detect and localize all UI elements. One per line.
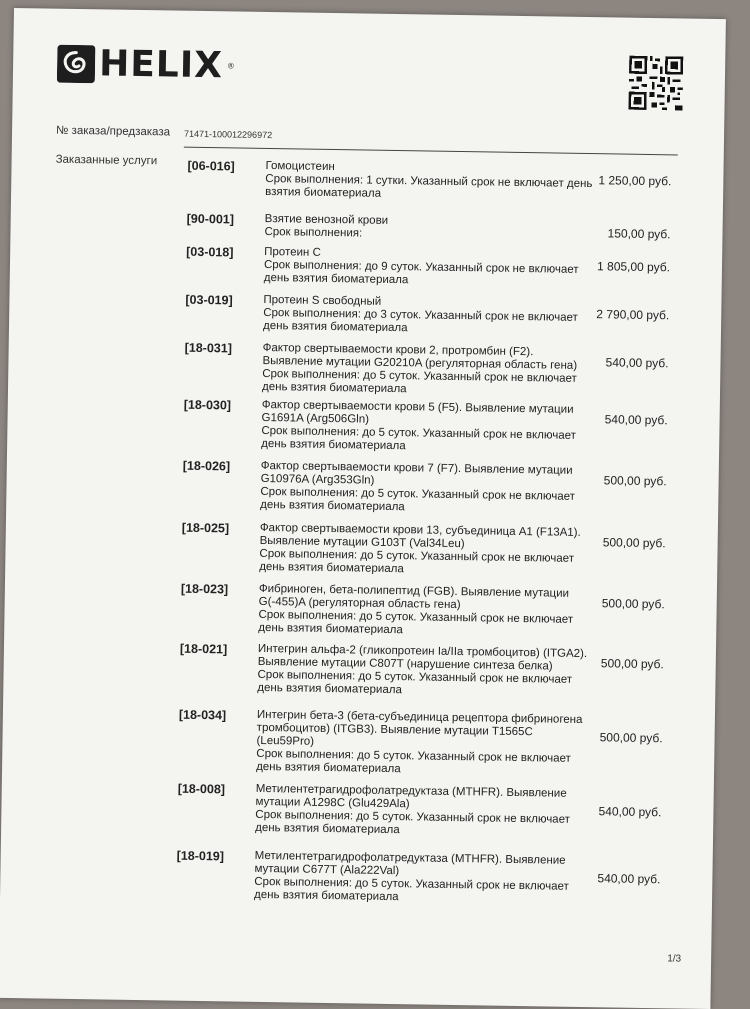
order-number-label: № заказа/предзаказа	[55, 124, 171, 139]
service-code: [18-030]	[183, 397, 232, 413]
service-description	[262, 342, 603, 399]
service-description-line: G1691A (Arg506Gln)	[261, 411, 370, 426]
service-item	[6, 518, 718, 576]
service-price: 540,00 руб.	[597, 871, 661, 887]
service-description-line: день взятия биоматериала	[256, 760, 401, 776]
service-price: 500,00 руб.	[601, 596, 665, 612]
service-description-line: (Leu59Pro)	[256, 734, 315, 748]
service-item	[10, 290, 722, 335]
service-description-line: Интегрин альфа-2 (гликопротеин Ia/IIa тромбоцитов) (ITGA2).	[257, 642, 588, 661]
service-description-line: Взятие венозной крови	[264, 212, 389, 227]
service-description-line: день взятия биоматериала	[257, 681, 402, 697]
service-description-line: день взятия биоматериала	[258, 621, 403, 637]
service-description-line: Срок выполнения: до 5 суток. Указанный срок не включает	[258, 608, 574, 626]
service-description	[255, 783, 596, 840]
helix-logo	[57, 43, 234, 87]
service-code: [18-023]	[180, 581, 229, 597]
helix-logo-icon	[57, 44, 96, 83]
service-description-line: день взятия биоматериала	[261, 437, 406, 453]
service-description-line: Фактор свертываемости крови 7 (F7). Выявление мутации	[260, 459, 573, 477]
service-description	[256, 709, 597, 779]
service-item	[5, 579, 717, 637]
page-number: 1/3	[667, 953, 682, 965]
service-item	[2, 779, 714, 837]
service-code: [18-031]	[184, 340, 233, 356]
service-description-line: Метилентетрагидрофолатредуктаза (MTHFR). Выявление	[254, 849, 566, 867]
service-description	[264, 246, 605, 290]
service-description	[260, 460, 601, 517]
service-code: [18-008]	[177, 781, 226, 797]
service-description-line: мутации C677T (Ala222Val)	[254, 862, 400, 878]
service-description-line: Выявление мутации C807T (нарушение синтеза белка)	[257, 655, 553, 673]
service-description-line: мутации A1298C (Glu429Ala)	[255, 795, 410, 811]
service-description-line: день взятия биоматериала	[259, 560, 404, 576]
service-description-line: Срок выполнения: до 5 суток. Указанный срок не включает	[256, 747, 571, 765]
service-price: 540,00 руб.	[604, 412, 668, 428]
service-description-line: Срок выполнения: до 5 суток. Указанный срок не включает	[254, 875, 569, 893]
service-description-line: Срок выполнения: до 3 суток. Указанный срок не включает	[263, 306, 578, 324]
service-description-line: Протеин C	[264, 245, 321, 259]
service-description-line: Срок выполнения: до 5 суток. Указанный срок не включает	[260, 485, 576, 503]
helix-logo-text: HELIX	[98, 43, 224, 87]
service-description	[261, 399, 602, 456]
service-description-line: взятия биоматериала	[265, 185, 382, 200]
service-code: [90-001]	[186, 211, 235, 227]
service-price: 500,00 руб.	[603, 473, 667, 489]
service-price: 500,00 руб.	[602, 535, 666, 551]
service-code: [06-016]	[187, 158, 235, 174]
service-price: 540,00 руб.	[598, 804, 662, 820]
service-description-line: день взятия биоматериала	[260, 498, 405, 514]
service-item	[9, 338, 721, 396]
service-description-line: Срок выполнения:	[264, 225, 363, 240]
service-code: [18-019]	[176, 848, 225, 864]
service-item	[7, 456, 719, 514]
service-description-line: Выявление мутации G20210A (регуляторная область гена)	[262, 354, 578, 372]
service-description-line: день взятия биоматериала	[254, 888, 399, 904]
service-price: 500,00 руб.	[600, 656, 664, 672]
service-price: 500,00 руб.	[599, 730, 663, 746]
service-description-line: день взятия биоматериала	[263, 271, 409, 287]
qr-code	[628, 56, 683, 111]
service-description-line: G(-455)A (регуляторная область гена)	[258, 595, 461, 612]
service-item	[10, 242, 722, 287]
service-description	[258, 583, 599, 640]
service-description-line: Выявление мутации G103T (Val34Leu)	[259, 534, 465, 551]
header-divider	[184, 147, 678, 156]
service-description-line: Фактор свертываемости крови 5 (F5). Выявление мутации	[261, 398, 574, 416]
service-description-line: тромбоцитов) (ITGB3). Выявление мутации T1565C	[256, 721, 533, 739]
document-page	[0, 8, 726, 1009]
service-description-line: Протеин S свободный	[263, 293, 382, 308]
service-description-line: Срок выполнения: до 5 суток. Указанный срок не включает	[259, 547, 575, 565]
service-code: [03-018]	[186, 244, 234, 260]
service-description	[257, 643, 598, 700]
order-number-value: 71471-100012296972	[183, 128, 273, 141]
service-description-line: Срок выполнения: до 5 суток. Указанный срок не включает	[262, 367, 577, 385]
logo-registered-mark: ®	[227, 61, 234, 71]
service-description-line: день взятия биоматериала	[262, 319, 408, 335]
service-item	[3, 705, 715, 776]
service-description-line: Срок выполнения: до 9 суток. Указанный срок не включает	[263, 258, 579, 276]
service-item	[8, 395, 720, 453]
service-price: 1 805,00 руб.	[596, 259, 671, 275]
service-price: 1 250,00 руб.	[598, 173, 672, 189]
service-description-line: Интегрин бета-3 (бета-субъединица рецептора фибриногена	[256, 708, 583, 727]
service-description-line: Срок выполнения: до 5 суток. Указанный срок не включает	[257, 668, 573, 686]
service-description	[264, 213, 604, 244]
service-price: 540,00 руб.	[605, 355, 669, 371]
service-description-line: день взятия биоматериала	[255, 821, 400, 837]
service-description-line: день взятия биоматериала	[261, 380, 407, 396]
service-description-line: Фактор свертываемости крови 2, протромбин (F2).	[262, 341, 534, 359]
service-description	[259, 522, 600, 579]
service-item	[11, 209, 723, 242]
service-code: [18-021]	[179, 641, 228, 657]
service-item	[1, 846, 713, 904]
service-description-line: Метилентетрагидрофолатредуктаза (MTHFR). Выявление	[255, 782, 567, 800]
service-code: [18-034]	[178, 707, 227, 723]
service-description-line: Гомоцистеин	[265, 159, 335, 174]
ordered-services-label: Заказанные услуги	[55, 153, 158, 168]
service-price: 2 790,00 руб.	[596, 307, 670, 323]
service-description-line: Фактор свертываемости крови 13, субъединица A1 (F13A1).	[259, 521, 581, 539]
service-description-line: G10976A (Arg353Gln)	[260, 472, 375, 487]
service-code: [03-019]	[185, 292, 233, 308]
service-code: [18-026]	[182, 458, 231, 474]
service-description-line: Срок выполнения: до 5 суток. Указанный срок не включает	[261, 424, 577, 442]
service-price: 150,00 руб.	[607, 226, 671, 242]
service-description-line: Срок выполнения: 1 сутки. Указанный срок не включает день	[265, 172, 593, 191]
service-description	[254, 850, 595, 907]
service-code: [18-025]	[181, 520, 230, 536]
service-description	[265, 160, 606, 204]
service-description-line: Срок выполнения: до 5 суток. Указанный срок не включает	[255, 808, 571, 826]
service-description-line: Фибриноген, бета-полипептид (FGB). Выявление мутации	[258, 582, 570, 600]
service-item	[4, 639, 716, 697]
service-description	[263, 294, 604, 338]
